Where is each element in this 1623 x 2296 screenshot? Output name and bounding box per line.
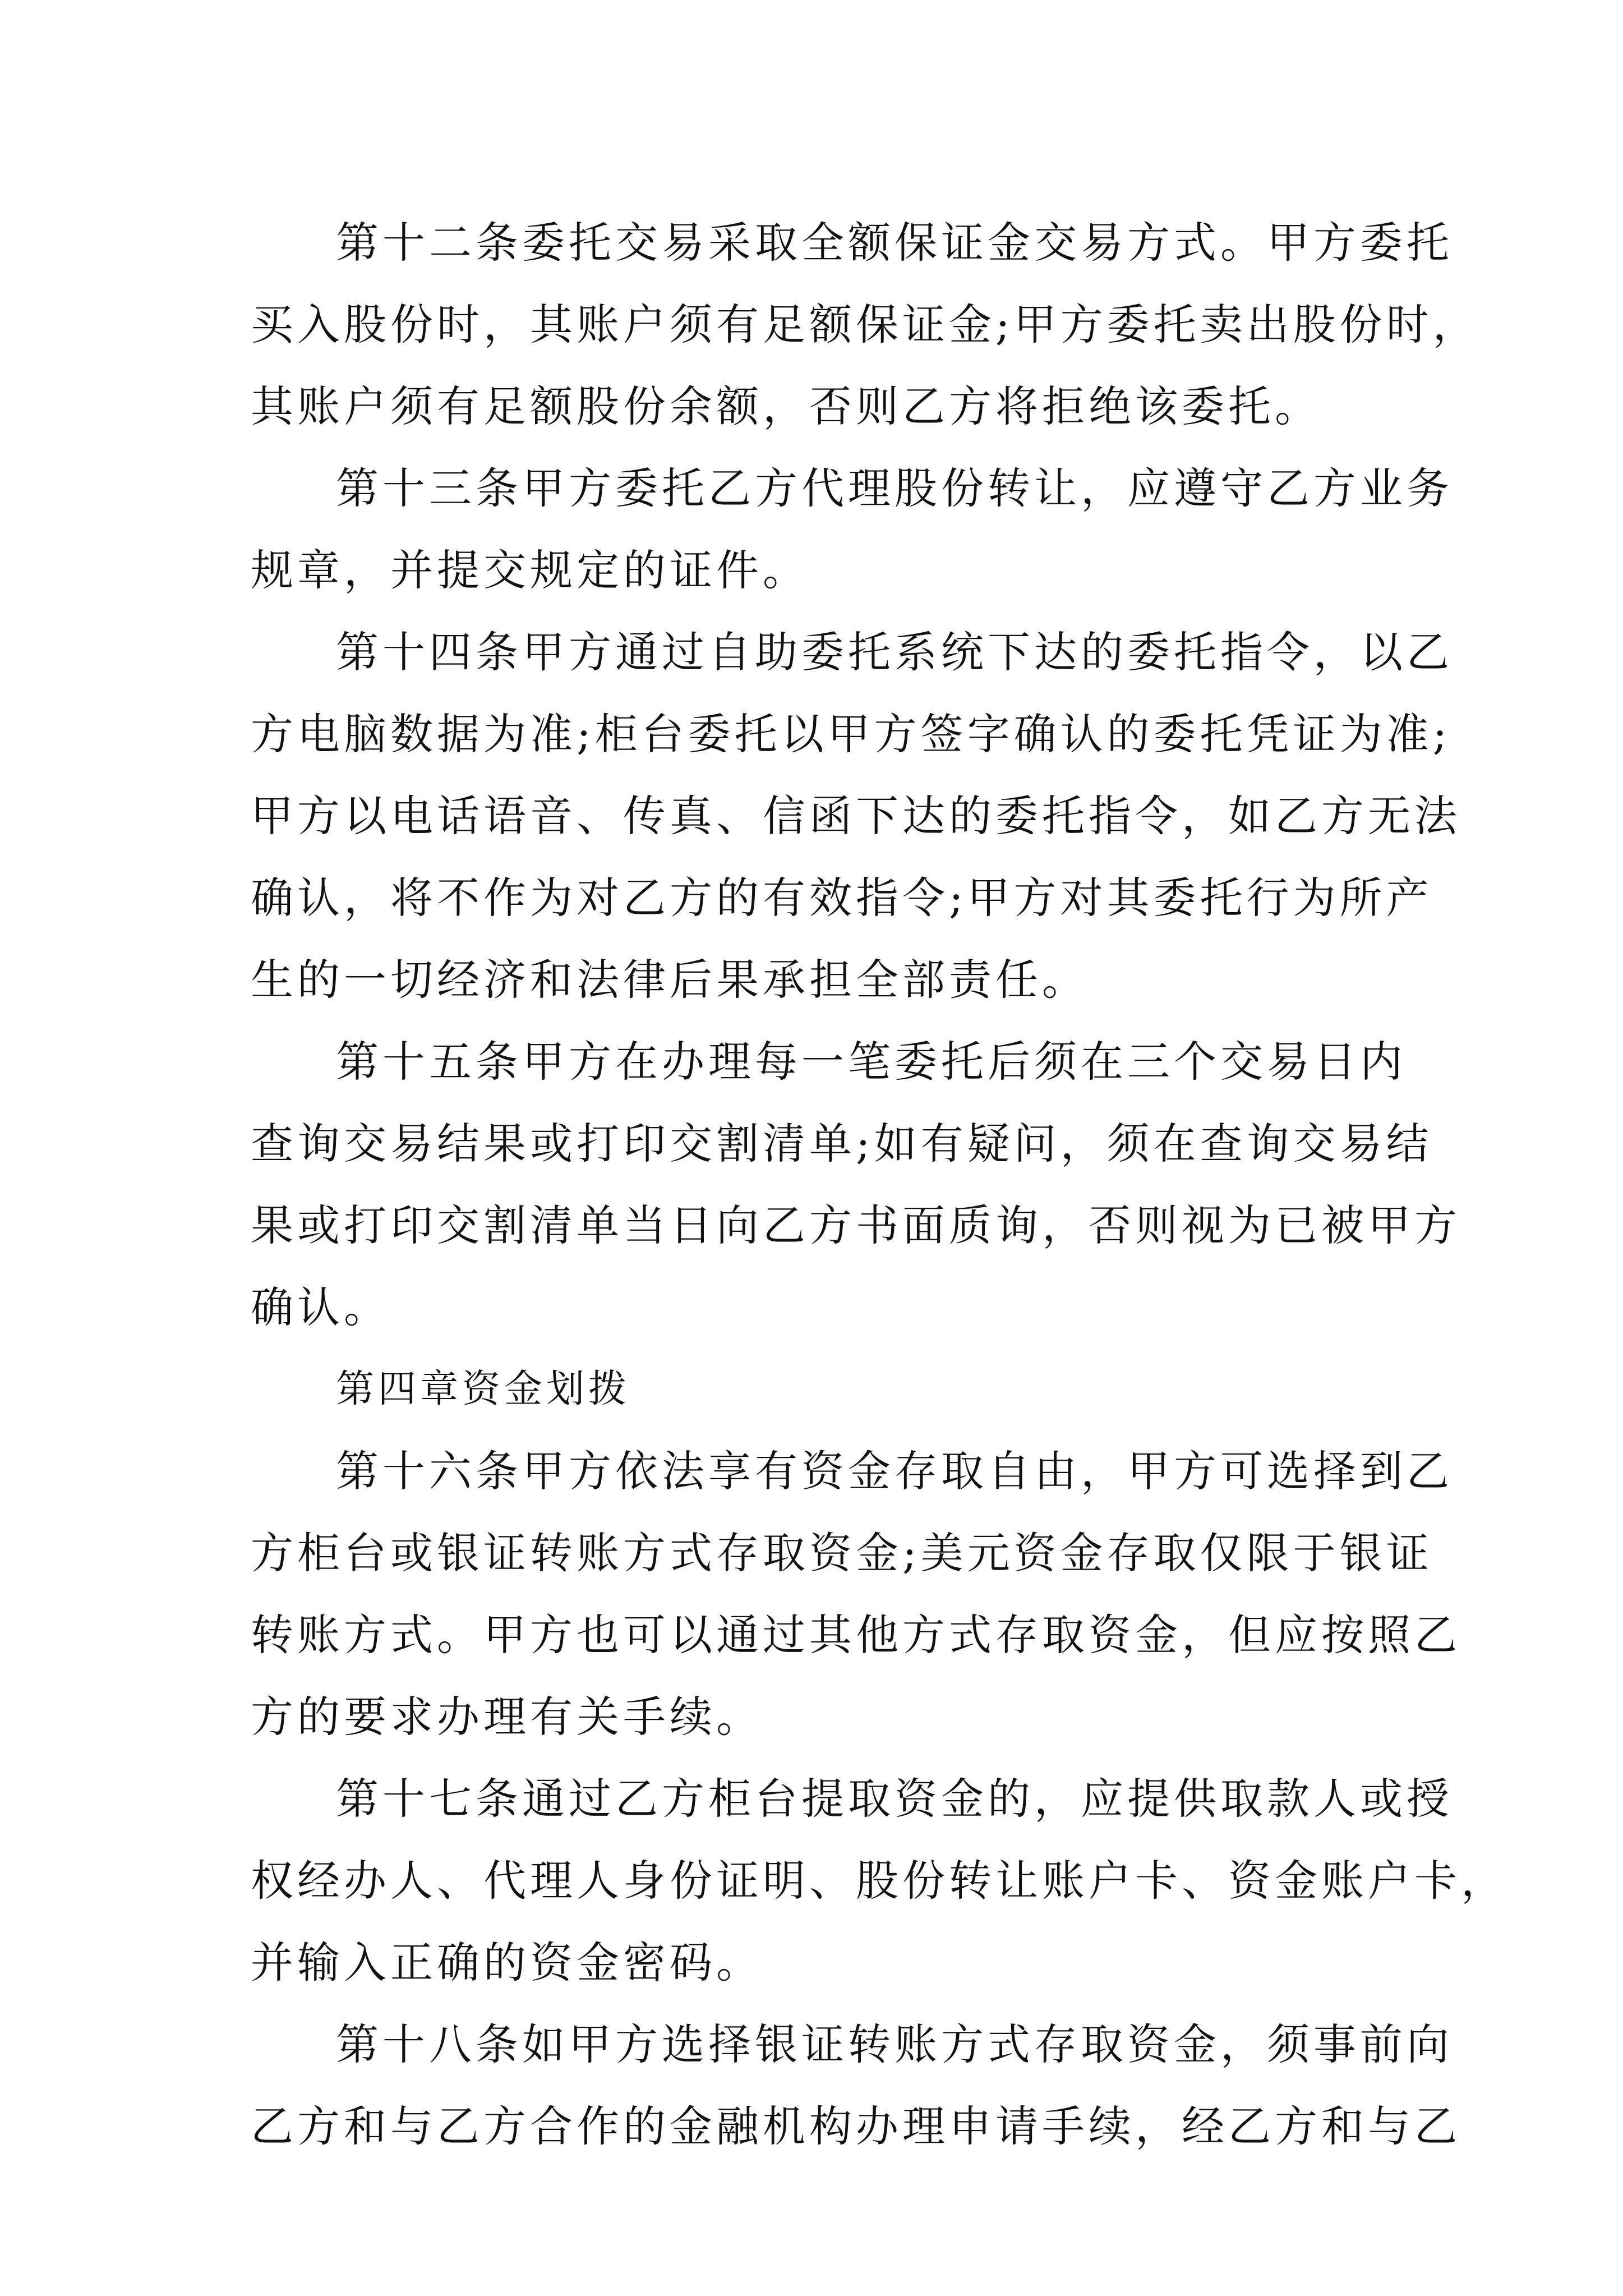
article-13-line-2: 规章，并提交规定的证件。 [251,545,809,595]
article-14-line-2: 方电脑数据为准;柜台委托以甲方签字确认的委托凭证为准; [251,709,1451,759]
article-15-line-4: 确认。 [251,1282,390,1332]
article-17-line-2: 权经办人、代理人身份证明、股份转让账户卡、资金账户卡， [251,1856,1507,1906]
article-15-line-2: 查询交易结果或打印交割清单;如有疑问，须在查询交易结 [251,1119,1433,1168]
article-12-line-2: 买入股份时，其账户须有足额保证金;甲方委托卖出股份时， [251,300,1479,349]
article-15-line-1: 第十五条甲方在办理每一笔委托后须在三个交易日内 [336,1037,1407,1087]
article-17-line-1: 第十七条通过乙方柜台提取资金的，应提供取款人或授 [336,1774,1453,1824]
article-14-line-5: 生的一切经济和法律后果承担全部责任。 [251,955,1089,1005]
article-14-line-1: 第十四条甲方通过自助委托系统下达的委托指令，以乙 [336,627,1453,677]
chapter-heading: 第四章资金划拨 [336,1367,631,1411]
article-16-line-4: 方的要求办理有关手续。 [251,1692,763,1742]
article-12-line-3: 其账户须有足额股份余额，否则乙方将拒绝该委托。 [251,381,1321,431]
article-14-line-3: 甲方以电话语音、传真、信函下达的委托指令，如乙方无法 [251,791,1461,841]
article-15-line-3: 果或打印交割清单当日向乙方书面质询，否则视为已被甲方 [251,1200,1461,1250]
article-14-line-4: 确认，将不作为对乙方的有效指令;甲方对其委托行为所产 [251,873,1433,923]
article-18-line-1: 第十八条如甲方选择银证转账方式存取资金，须事前向 [336,2019,1453,2069]
article-16-line-1: 第十六条甲方依法享有资金存取自由，甲方可选择到乙 [336,1446,1453,1496]
article-16-line-2: 方柜台或银证转账方式存取资金;美元资金存取仅限于银证 [251,1528,1433,1578]
article-13-line-1: 第十三条甲方委托乙方代理股份转让，应遵守乙方业务 [336,463,1453,513]
document-body [251,202,1507,2168]
article-16-line-3: 转账方式。甲方也可以通过其他方式存取资金，但应按照乙 [251,1610,1461,1660]
article-18-line-2: 乙方和与乙方合作的金融机构办理申请手续，经乙方和与乙 [251,2101,1461,2151]
article-17-line-3: 并输入正确的资金密码。 [251,1938,763,1987]
article-12-line-1: 第十二条委托交易采取全额保证金交易方式。甲方委托 [336,218,1453,268]
